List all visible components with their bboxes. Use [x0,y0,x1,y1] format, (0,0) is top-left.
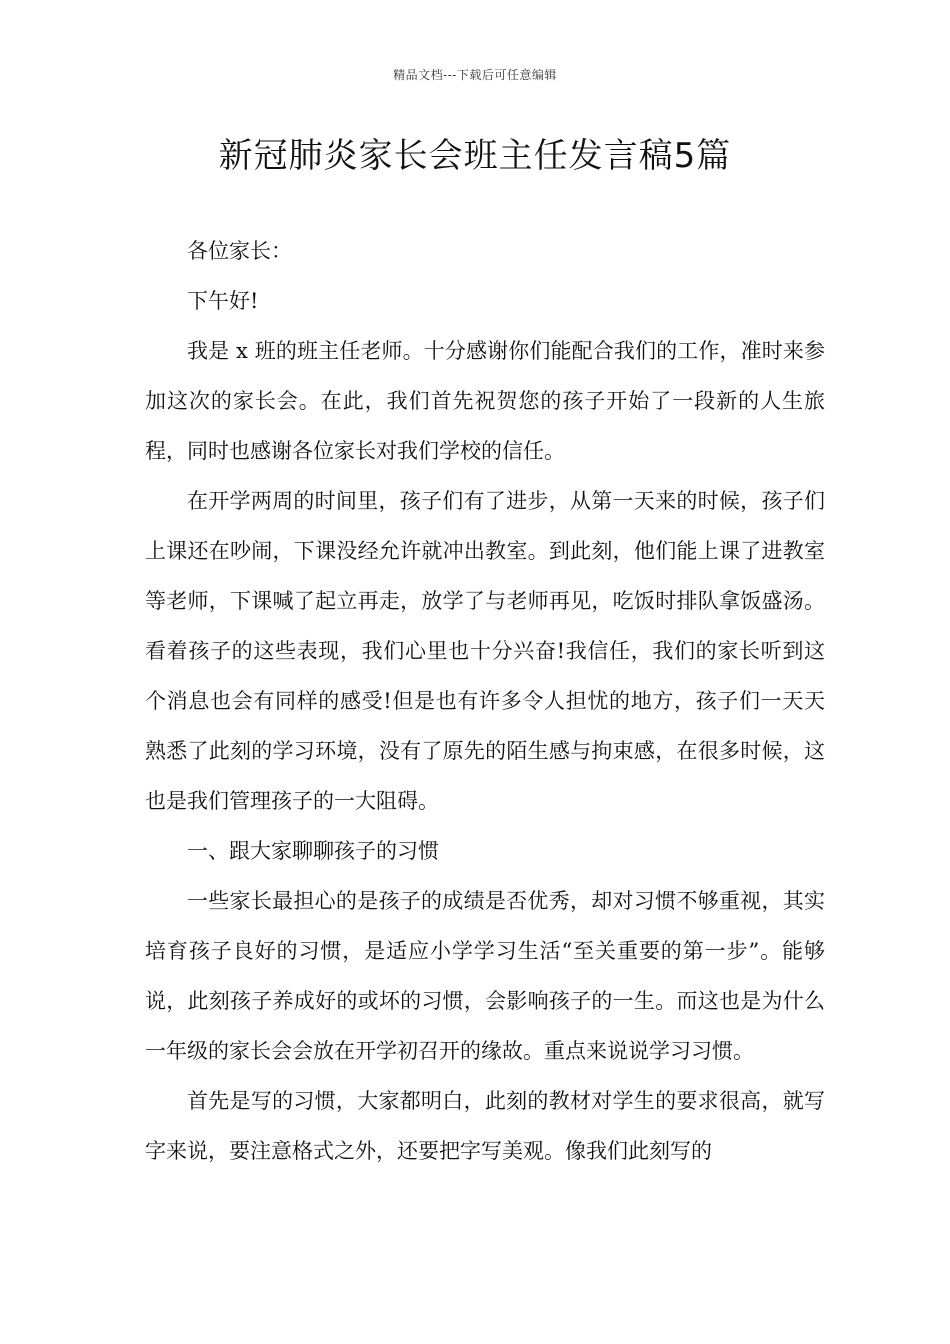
paragraph-progress: 在开学两周的时间里，孩子们有了进步，从第一天来的时候，孩子们上课还在吵闹，下课没经允许就冲出教室。到此刻，他们能上课了进教室等老师，下课喊了起立再走，放学了与老师再见，吃饭时排队拿饭盛汤。看着孩子的这些表现，我们心里也十分兴奋!我信任，我们的家长听到这个消息也会有同样的感受!但是也有许多令人担忧的地方，孩子们一天天熟悉了此刻的学习环境，没有了原先的陌生感与拘束感，在很多时候，这也是我们管理孩子的一大阻碍。 [145,489,825,813]
paragraph-greeting: 各位家长： [187,239,292,263]
document-body [145,226,825,1176]
header-note: 精品文档---下载后可任意编辑 [393,68,557,82]
paragraph-introduction: 我是 x 班的班主任老师。十分感谢你们能配合我们的工作，准时来参加这次的家长会。在此，我们首先祝贺您的孩子开始了一段新的人生旅程，同时也感谢各位家长对我们学校的信任。 [145,339,825,463]
paragraph-writing-habit: 首先是写的习惯，大家都明白，此刻的教材对学生的要求很高，就写字来说，要注意格式之外，还要把字写美观。像我们此刻写的 [145,1089,825,1163]
document-title: 新冠肺炎家长会班主任发言稿5篇 [218,136,732,176]
paragraph-salutation: 下午好! [187,289,259,313]
section-heading-habits: 一、跟大家聊聊孩子的习惯 [187,839,439,863]
paragraph-habits: 一些家长最担心的是孩子的成绩是否优秀，却对习惯不够重视，其实培育孩子良好的习惯，是适应小学学习生活“至关重要的第一步”。能够说，此刻孩子养成好的或坏的习惯，会影响孩子的一生。而这也是为什么一年级的家长会会放在开学初召开的缘故。重点来说说学习习惯。 [145,889,825,1063]
